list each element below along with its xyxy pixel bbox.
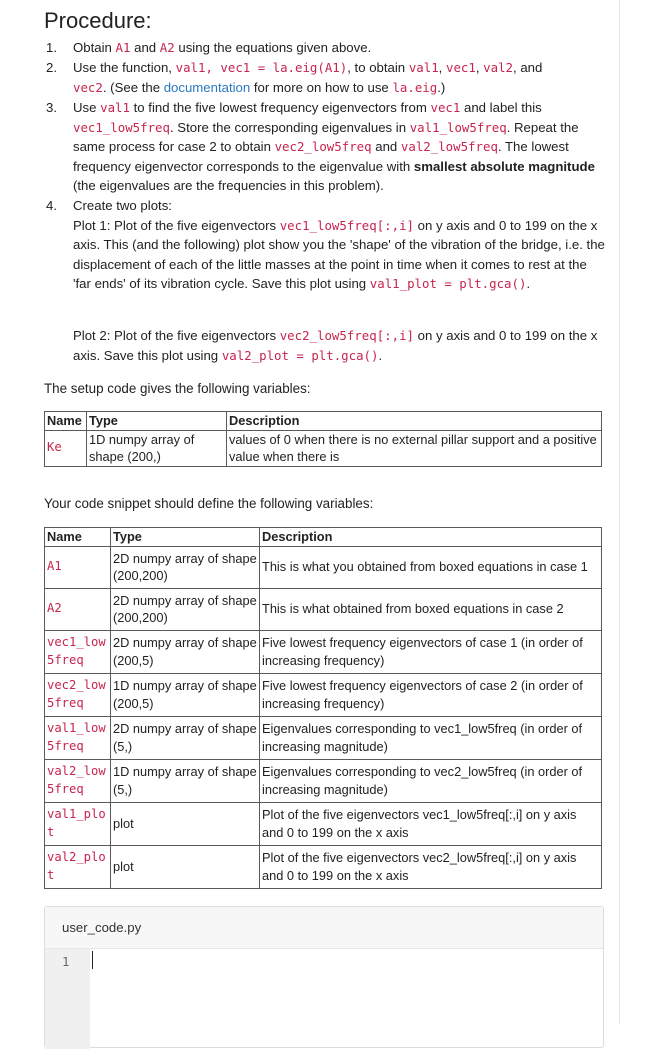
code-vec1-low5freq-slice: vec1_low5freq[:,i]	[279, 217, 414, 233]
code-val2: val2	[483, 60, 513, 75]
code-vec2: vec2	[73, 79, 103, 95]
code-vec2-low5freq-slice: vec2_low5freq[:,i]	[279, 328, 414, 343]
line-number: 1	[62, 954, 70, 969]
table-row	[45, 716, 602, 759]
var-name: A1	[45, 546, 111, 588]
code-editor[interactable]	[44, 906, 604, 1048]
step-text: and	[371, 139, 401, 155]
code-vec1: vec1	[445, 60, 476, 75]
var-type: 2D numpy array of shape (200,5)	[111, 630, 260, 673]
step-text: . (See the	[102, 79, 164, 95]
var-description: Eigenvalues corresponding to vec1_low5freq (in order of increasing magnitude)	[260, 716, 602, 759]
code-A2: A2	[159, 40, 175, 55]
var-type: 1D numpy array of shape (200,)	[87, 430, 227, 466]
code-vec1-low5freq: vec1_low5freq	[73, 119, 170, 135]
step-number: 4.	[46, 198, 57, 213]
define-intro: Your code snippet should define the following variables:	[44, 496, 374, 511]
var-description: This is what obtained from boxed equations in case 2	[260, 588, 602, 630]
code-val1: val1	[408, 60, 439, 75]
table-row	[45, 802, 602, 845]
step-text: and	[130, 40, 160, 55]
table-row	[45, 759, 602, 802]
step-text: .)	[437, 79, 446, 95]
text-cursor	[92, 951, 93, 969]
var-type: 2D numpy array of shape (5,)	[111, 716, 260, 759]
header-type: Type	[111, 528, 260, 547]
step-text: . The lowest frequency eigenvector corresponds to the eigenvalue with	[73, 139, 569, 174]
editor-file-tab[interactable]: user_code.py	[45, 907, 603, 949]
plot2-text: .	[378, 347, 383, 363]
code-val2-low5freq: val2_low5freq	[400, 139, 498, 155]
step-body	[73, 196, 606, 294]
step-body	[73, 38, 606, 58]
plot1-text: Plot 1: Plot of the five eigenvectors	[73, 217, 280, 233]
table-row	[45, 430, 602, 466]
var-description: Eigenvalues corresponding to vec2_low5freq (in order of increasing magnitude)	[260, 759, 602, 802]
step-text: to find the five lowest frequency eigenvectors from	[129, 100, 431, 115]
var-name: vec2_low5freq	[45, 673, 111, 716]
step-number: 1.	[46, 40, 57, 55]
page-title: Procedure:	[44, 8, 152, 33]
var-name: val2_plot	[45, 845, 111, 888]
table-header-row	[45, 412, 602, 431]
page-right-border	[619, 0, 620, 1024]
var-name: val1_low5freq	[45, 716, 111, 759]
table-row	[45, 845, 602, 888]
table-row	[45, 673, 602, 716]
plot2-text: Plot 2: Plot of the five eigenvectors	[73, 328, 280, 343]
code-val2-plot: val2_plot = plt.gca()	[221, 347, 379, 363]
var-type: 1D numpy array of shape (5,)	[111, 759, 260, 802]
step-text: for more on how to use	[250, 79, 393, 95]
var-name: val1_plot	[45, 802, 111, 845]
var-name: A2	[45, 588, 111, 630]
step-text: , and	[513, 60, 543, 75]
table-row	[45, 546, 602, 588]
setup-intro: The setup code gives the following variables:	[44, 381, 311, 396]
header-description: Description	[227, 412, 602, 431]
var-description: Five lowest frequency eigenvectors of case 1 (in order of increasing frequency)	[260, 630, 602, 673]
step-text: Use	[73, 100, 101, 115]
step-text: . Repeat the same process for case 2 to obtain	[73, 119, 579, 155]
step-text: (the eigenvalues are the frequencies in this problem).	[73, 178, 384, 194]
var-description: Plot of the five eigenvectors vec2_low5freq[:,i] on y axis and 0 to 199 on the x axis	[260, 845, 602, 888]
step-text: and label this	[460, 100, 542, 115]
table-row	[45, 588, 602, 630]
code-vec2-low5freq: vec2_low5freq	[274, 139, 372, 155]
var-name: vec1_low5freq	[45, 630, 111, 673]
plot1-text: on y axis and 0 to 199 on the x axis. This (and the following) plot show you the 'shape' of the vibration of the bridge, i.e. the displacement of each of the little masses at the point in time when it comes to rest at the 'far ends' of its vibration cycle. Save this plot using	[73, 217, 605, 292]
var-name: Ke	[45, 430, 87, 466]
table-header-row	[45, 528, 602, 547]
step-text: Obtain	[73, 40, 116, 55]
header-name: Name	[45, 528, 111, 547]
step-text: ,	[438, 60, 446, 75]
header-description: Description	[260, 528, 602, 547]
code-val1-plot: val1_plot = plt.gca()	[369, 276, 527, 292]
step-number: 3.	[46, 100, 57, 115]
step-body	[73, 98, 606, 196]
header-type: Type	[87, 412, 227, 431]
step-number: 2.	[46, 60, 57, 75]
var-name: val2_low5freq	[45, 759, 111, 802]
table-row	[45, 630, 602, 673]
code-val1-low5freq: val1_low5freq	[409, 119, 507, 135]
var-type: 2D numpy array of shape (200,200)	[111, 546, 260, 588]
var-description: values of 0 when there is no external pillar support and a positive value when there is	[227, 430, 602, 466]
step-text: Use the function,	[73, 60, 176, 75]
var-description: Five lowest frequency eigenvectors of case 2 (in order of increasing frequency)	[260, 673, 602, 716]
code-la-eig-call: val1, vec1 = la.eig(A1)	[175, 60, 348, 75]
documentation-link[interactable]: documentation	[163, 79, 251, 95]
step-text: . Store the corresponding eigenvalues in	[169, 119, 410, 135]
var-description: This is what you obtained from boxed equations in case 1	[260, 546, 602, 588]
step-text: using the equations given above.	[174, 40, 372, 55]
plot1-text: .	[526, 276, 531, 292]
step-body	[73, 58, 606, 97]
plot2-text: on y axis and 0 to 199 on the x axis. Save this plot using	[73, 328, 598, 363]
plot2-paragraph	[73, 326, 603, 365]
code-val1: val1	[100, 100, 130, 115]
bold-emphasis: smallest absolute magnitude	[413, 158, 595, 174]
header-name: Name	[45, 412, 87, 431]
step-text: ,	[475, 60, 484, 75]
setup-variables-table	[44, 411, 602, 467]
var-type: plot	[111, 845, 260, 888]
define-variables-table	[44, 527, 602, 889]
step-text: Create two plots:	[73, 198, 172, 213]
code-vec1: vec1	[430, 100, 461, 115]
code-la-eig: la.eig	[392, 79, 438, 95]
step-text: , to obtain	[347, 60, 409, 75]
var-type: 2D numpy array of shape (200,200)	[111, 588, 260, 630]
code-A1: A1	[115, 40, 131, 55]
var-type: plot	[111, 802, 260, 845]
var-type: 1D numpy array of shape (200,5)	[111, 673, 260, 716]
var-description: Plot of the five eigenvectors vec1_low5freq[:,i] on y axis and 0 to 199 on the x axis	[260, 802, 602, 845]
